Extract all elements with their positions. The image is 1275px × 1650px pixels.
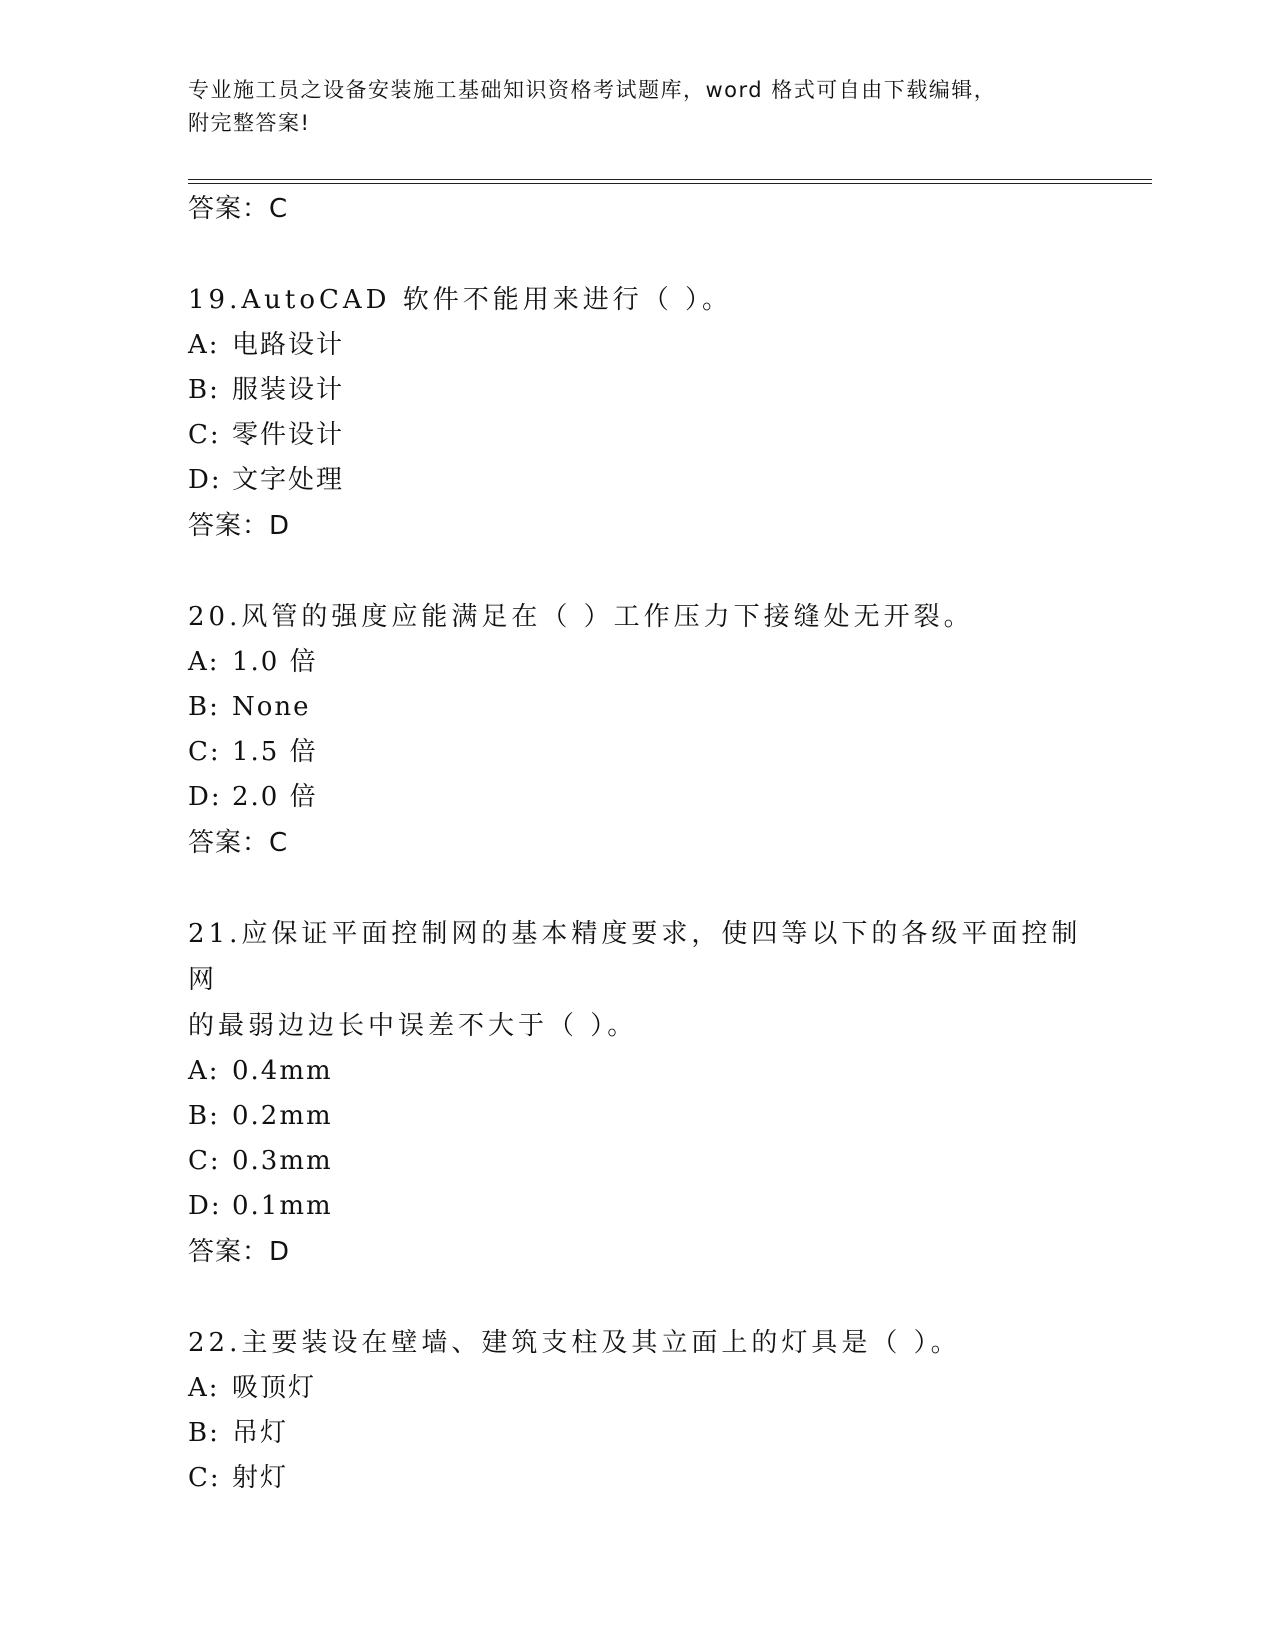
option-text: 零件设计 <box>232 420 345 450</box>
option-text: 0.4mm <box>232 1056 333 1086</box>
question-stem: 19.AutoCAD 软件不能用来进行（ ）。 <box>188 285 733 315</box>
option-letter: B: <box>188 1418 220 1448</box>
option-text: 吊灯 <box>232 1418 289 1448</box>
option-c <box>188 1139 1088 1184</box>
option-text: 2.0 倍 <box>232 782 318 812</box>
option-letter: A: <box>188 330 220 360</box>
option-letter: C: <box>188 1146 221 1176</box>
option-letter: D: <box>188 1191 222 1221</box>
header-divider-bottom <box>188 183 1152 184</box>
option-letter: B: <box>188 1101 220 1131</box>
option-d <box>188 458 1088 503</box>
answer-line: 答案：D <box>188 1237 291 1267</box>
option-text: 1.5 倍 <box>232 737 318 767</box>
header-divider-top <box>188 179 1152 180</box>
option-a <box>188 640 1088 685</box>
option-text: 0.1mm <box>232 1191 333 1221</box>
question-list <box>188 186 1088 1501</box>
option-letter: C: <box>188 737 221 767</box>
option-letter: B: <box>188 692 220 722</box>
option-text: 吸顶灯 <box>232 1373 317 1403</box>
option-letter: D: <box>188 465 222 495</box>
option-a <box>188 323 1088 368</box>
question-stem-line-2: 的最弱边边长中误差不大于（ ）。 <box>188 1011 638 1041</box>
option-letter: C: <box>188 1463 221 1493</box>
question-21 <box>188 911 1088 1275</box>
option-letter: A: <box>188 1373 220 1403</box>
answer-line: 答案：C <box>188 194 289 224</box>
option-letter: A: <box>188 647 220 677</box>
option-letter: D: <box>188 782 222 812</box>
question-19 <box>188 277 1088 549</box>
option-letter: B: <box>188 375 220 405</box>
option-c <box>188 1456 1088 1501</box>
option-b <box>188 1411 1088 1456</box>
option-b <box>188 685 1088 730</box>
option-text: 电路设计 <box>232 330 345 360</box>
option-text: 0.3mm <box>232 1146 333 1176</box>
document-header <box>188 74 1078 140</box>
option-d <box>188 775 1088 820</box>
option-letter: A: <box>188 1056 220 1086</box>
header-line-1: 专业施工员之设备安装施工基础知识资格考试题库，word 格式可自由下载编辑， <box>188 78 997 102</box>
option-a <box>188 1049 1088 1094</box>
option-c <box>188 413 1088 458</box>
option-c <box>188 730 1088 775</box>
question-20 <box>188 594 1088 866</box>
question-22 <box>188 1320 1088 1501</box>
question-stem-line-1: 21.应保证平面控制网的基本精度要求，使四等以下的各级平面控制网 <box>188 919 1082 995</box>
option-text: 文字处理 <box>232 465 345 495</box>
option-a <box>188 1366 1088 1411</box>
answer-line: 答案：D <box>188 511 291 541</box>
option-text: 服装设计 <box>232 375 345 405</box>
question-stem: 20.风管的强度应能满足在（ ）工作压力下接缝处无开裂。 <box>188 602 974 632</box>
option-letter: C: <box>188 420 221 450</box>
header-line-2: 附完整答案! <box>188 111 311 135</box>
option-text: 射灯 <box>232 1463 289 1493</box>
option-text: 1.0 倍 <box>232 647 318 677</box>
question-stem: 22.主要装设在壁墙、建筑支柱及其立面上的灯具是（ ）。 <box>188 1328 961 1358</box>
option-text: 0.2mm <box>232 1101 333 1131</box>
answer-line: 答案：C <box>188 828 289 858</box>
option-b <box>188 1094 1088 1139</box>
option-text: None <box>232 692 311 722</box>
option-b <box>188 368 1088 413</box>
option-d <box>188 1184 1088 1229</box>
